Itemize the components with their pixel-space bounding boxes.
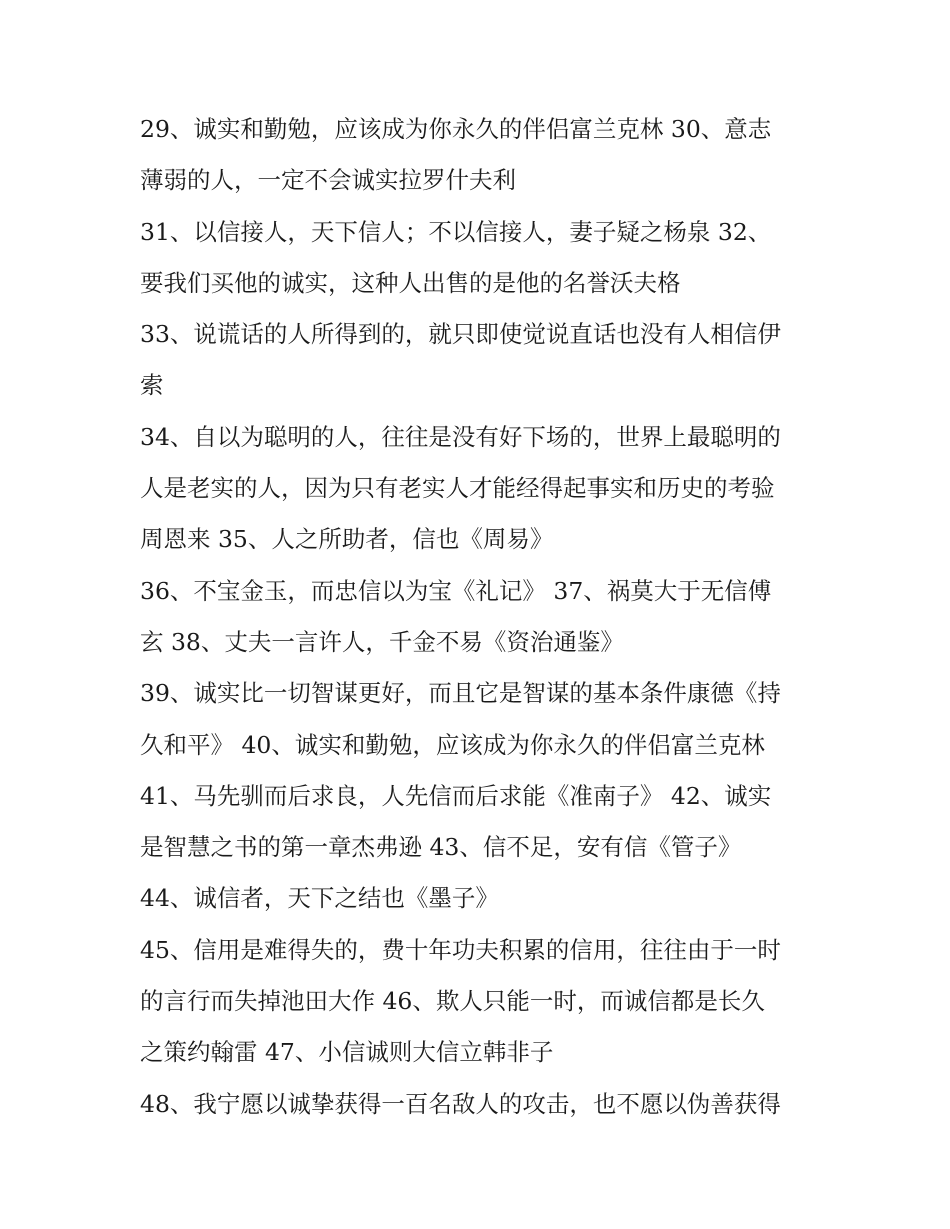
text-line: 之策约翰雷 47、小信诚则大信立韩非子 xyxy=(140,1038,554,1067)
text-line: 要我们买他的诚实，这种人出售的是他的名誉沃夫格 xyxy=(140,268,681,297)
text-line: 索 xyxy=(140,371,164,400)
text-line: 玄 38、丈夫一言许人，千金不易《资治通鉴》 xyxy=(140,627,624,656)
text-line: 31、以信接人，天下信人；不以信接人，妻子疑之杨泉 32、 xyxy=(140,217,772,246)
quote-text-block xyxy=(140,104,840,1130)
text-line: 29、诚实和勤勉，应该成为你永久的伴侣富兰克林 30、意志 xyxy=(140,115,772,143)
text-line: 久和平》 40、诚实和勤勉，应该成为你永久的伴侣富兰克林 xyxy=(140,730,765,759)
text-line: 周恩来 35、人之所助者，信也《周易》 xyxy=(140,525,554,554)
text-line: 33、说谎话的人所得到的，就只即使觉说直话也没有人相信伊 xyxy=(140,320,781,349)
text-line: 是智慧之书的第一章杰弗逊 43、信不足，安有信《管子》 xyxy=(140,833,742,862)
text-line: 44、诚信者，天下之结也《墨子》 xyxy=(140,884,499,913)
text-line: 人是老实的人，因为只有老实人才能经得起事实和历史的考验 xyxy=(140,474,775,503)
text-line: 薄弱的人，一定不会诚实拉罗什夫利 xyxy=(140,166,516,195)
text-line: 45、信用是难得失的，费十年功夫积累的信用，往往由于一时 xyxy=(140,935,781,964)
text-line: 34、自以为聪明的人，往往是没有好下场的，世界上最聪明的 xyxy=(140,422,781,451)
text-line: 41、马先驯而后求良，人先信而后求能《准南子》 42、诚实 xyxy=(140,781,772,810)
text-line: 的言行而失掉池田大作 46、欺人只能一时，而诚信都是长久 xyxy=(140,987,765,1016)
text-line: 39、诚实比一切智谋更好，而且它是智谋的基本条件康德《持 xyxy=(140,679,781,708)
text-line: 48、我宁愿以诚挚获得一百名敌人的攻击，也不愿以伪善获得 xyxy=(140,1089,781,1118)
text-line: 36、不宝金玉，而忠信以为宝《礼记》 37、祸莫大于无信傅 xyxy=(140,576,772,605)
